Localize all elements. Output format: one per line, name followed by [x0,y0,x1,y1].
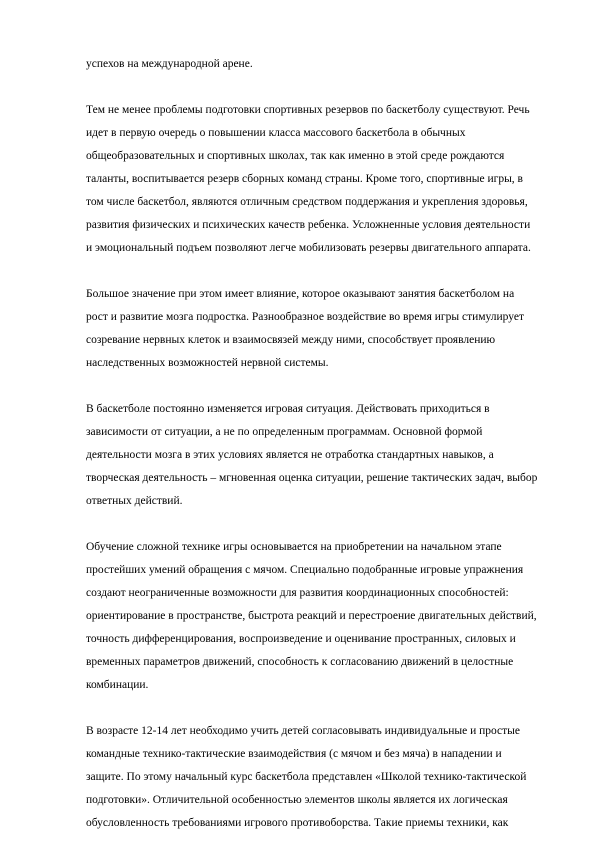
paragraph [86,720,556,835]
text-line: В возрасте 12-14 лет необходимо учить детей согласовывать индивидуальные и простые [86,725,521,737]
paragraph [86,398,556,513]
text-line: идет в первую очередь о повышении класса массового баскетбола в обычных [86,127,466,139]
text-line: рост и развитие мозга подростка. Разнообразное воздействие во время игры стимулирует [86,311,524,323]
text-line: зависимости от ситуации, а не по определенным программам. Основной формой [86,426,483,438]
text-line: Тем не менее проблемы подготовки спортивных резервов по баскетболу существуют. Речь [86,104,530,116]
text-line: простейших умений обращения с мячом. Специально подобранные игровые упражнения [86,564,524,576]
text-line: Большое значение при этом имеет влияние, которое оказывают занятия баскетболом на [86,288,515,300]
text-line: том числе баскетбол, являются отличным средством поддержания и укрепления здоровья, [86,196,528,208]
paragraph [86,99,556,260]
text-line: общеобразовательных и спортивных школах, так как именно в этой среде рождаются [86,150,505,162]
text-line: ответных действий. [86,495,183,507]
text-line: комбинации. [86,679,149,691]
text-line: Обучение сложной технике игры основывается на приобретении на начальном этапе [86,541,502,553]
document-body [86,53,556,835]
paragraph-gap [86,513,556,536]
text-line: ориентирование в пространстве, быстрота реакций и перестроение двигательных действий, [86,610,537,622]
text-line: подготовки». Отличительной особенностью элементов школы является их логическая [86,794,508,806]
paragraph-gap [86,697,556,720]
text-line: деятельности мозга в этих условиях является не отработка стандартных навыков, а [86,449,494,461]
paragraph [86,53,556,76]
text-line: творческая деятельность – мгновенная оценка ситуации, решение тактических задач, выбор [86,472,538,484]
text-line: таланты, воспитывается резерв сборных команд страны. Кроме того, спортивные игры, в [86,173,523,185]
text-line: командные технико-тактические взаимодействия (с мячом и без мяча) в нападении и [86,748,502,760]
paragraph [86,283,556,375]
paragraph-gap [86,375,556,398]
text-line: наследственных возможностей нервной системы. [86,357,329,369]
text-line: успехов на международной арене. [86,58,253,70]
text-line: защите. По этому начальный курс баскетбола представлен «Школой технико-тактической [86,771,527,783]
text-line: обусловленность требованиями игрового противоборства. Такие приемы техники, как [86,817,509,829]
text-line: временных параметров движений, способность к согласованию движений в целостные [86,656,514,668]
paragraph [86,536,556,697]
text-line: и эмоциональный подъем позволяют легче мобилизовать резервы двигательного аппарата. [86,242,531,254]
text-line: В баскетболе постоянно изменяется игровая ситуация. Действовать приходиться в [86,403,490,415]
text-line: создают неограниченные возможности для развития координационных способностей: [86,587,509,599]
text-line: развития физических и психических качеств ребенка. Усложненные условия деятельности [86,219,531,231]
paragraph-gap [86,260,556,283]
text-line: точность дифференцирования, воспроизведение и оценивание пространных, силовых и [86,633,516,645]
paragraph-gap [86,76,556,99]
text-line: созревание нервных клеток и взаимосвязей между ними, способствует проявлению [86,334,496,346]
